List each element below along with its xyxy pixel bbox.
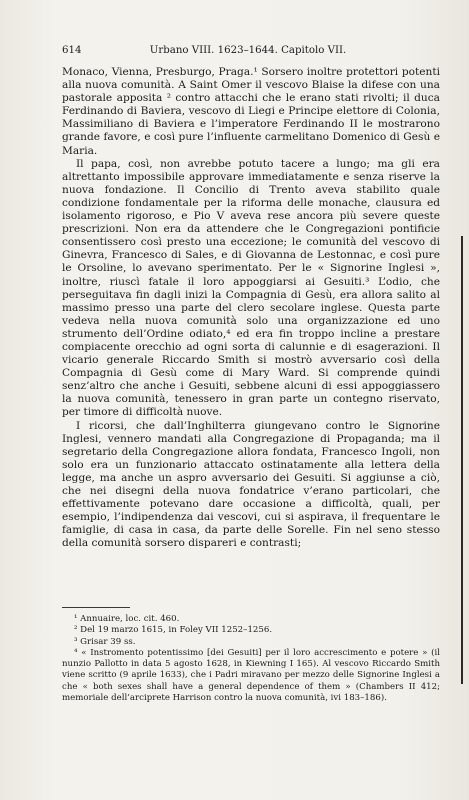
- footnote-4: ⁴ « Instromento potentissimo [dei Gesuiti] per il loro accrescimento e potere » (il nunzio Pallotto in data 5 agosto 1628, in Kiewning I 165). Al vescovo Riccardo Smith viene scritto (9 aprile 1633), che i Padri miravano per mezzo delle Signorine Inglesi a che « both sexes shall have a general dependence of them » (Chambers II 412; memoriale dell’arciprete Harrison contro la nuova comunità, ivi 183–186).: [62, 647, 440, 704]
- footnote-3: ³ Grisar 39 ss.: [74, 636, 136, 647]
- footnote-1: ¹ Annuaire, loc. cit. 460.: [74, 614, 180, 624]
- footnote-2: ² Del 19 marzo 1615, in Foley VII 1252–1256.: [74, 625, 273, 636]
- page-number: 614: [62, 45, 82, 56]
- footnote-separator: [62, 607, 130, 608]
- page-edge-shadow: [461, 236, 463, 684]
- footnotes: [62, 614, 440, 704]
- paragraph-3: I ricorsi, che dall’Inghilterra giungevano contro le Signorine Inglesi, vennero mandati alla Congregazione di Propaganda; ma il segretario della Congregazione allora fondata, Francesco Ingoli, non solo era un funzionario attaccato ostinatamente alla lettera della legge, ma anche un aspro avversario dei Gesuiti. Si aggiunse a ciò, che nei disegni della nuova fondatrice v’erano particolari, che effettivamente potevano dare occasione a difficoltà, quali, per esempio, l’indipendenza dai vescovi, cui si aspirava, il frequentare le famiglie, di casa in casa, da parte delle Sorelle. Fin nel seno stesso della comunità sorsero dispareri e contrasti;: [62, 419, 440, 550]
- running-title: Urbano VIII. 1623–1644. Capitolo VII.: [149, 45, 347, 56]
- paragraph-1: Monaco, Vienna, Presburgo, Praga.¹ Sorsero inoltre protettori potenti alla nuova comunità. A Saint Omer il vescovo Blaise la difese con una pastorale apposita ² contro attacchi che le erano stati rivolti; il duca Ferdinando di Baviera, vescovo di Liegi e Principe elettore di Colonia, Massimiliano di Baviera e l’imperatore Ferdinando II le mostrarono grande favore, e così pure l’influente carmelitano Domenico di Gesù e Maria.: [62, 66, 440, 157]
- main-text: [62, 66, 440, 550]
- running-header: [62, 44, 434, 58]
- paragraph-2: Il papa, così, non avrebbe potuto tacere a lungo; ma gli era altrettanto impossibile approvare immediatamente e senza riserve la nuova fondazione. Il Concilio di Trento aveva stabilito quale condizione fondamentale per la riforma delle monache, clausura ed isolamento rigoroso, e Pio V aveva rese ancora più severe queste prescrizioni. Non era da attendere che le Congregazioni pontificie consentissero così presto una eccezione; le comunità del vescovo di Ginevra, Francesco di Sales, e di Giovanna de Lestonnac, e così pure le Orsoline, lo avevano sperimentato. Per le « Signorine Inglesi », inoltre, riuscì fatale il loro appoggiarsi ai Gesuiti.³ L’odio, che perseguitava fin dagli inizi la Compagnia di Gesù, era allora salito al massimo presso una parte del clero secolare inglese. Questa parte vedeva nella nuova comunità solo una organizzazione ed uno strumento dell’Ordine odiato,⁴ ed era fin troppo incline a prestare compiacente orecchio ad ogni sorta di calunnie e di esagerazioni. Il vicario generale Riccardo Smith si mostrò avversario così della Compagnia di Gesù come di Mary Ward. Si comprende quindi senz’altro che anche i Gesuiti, sebbene alcuni di essi appoggiassero la nuova comunità, tenessero in gran parte un contegno riservato, per timore di difficoltà nuove.: [62, 157, 440, 419]
